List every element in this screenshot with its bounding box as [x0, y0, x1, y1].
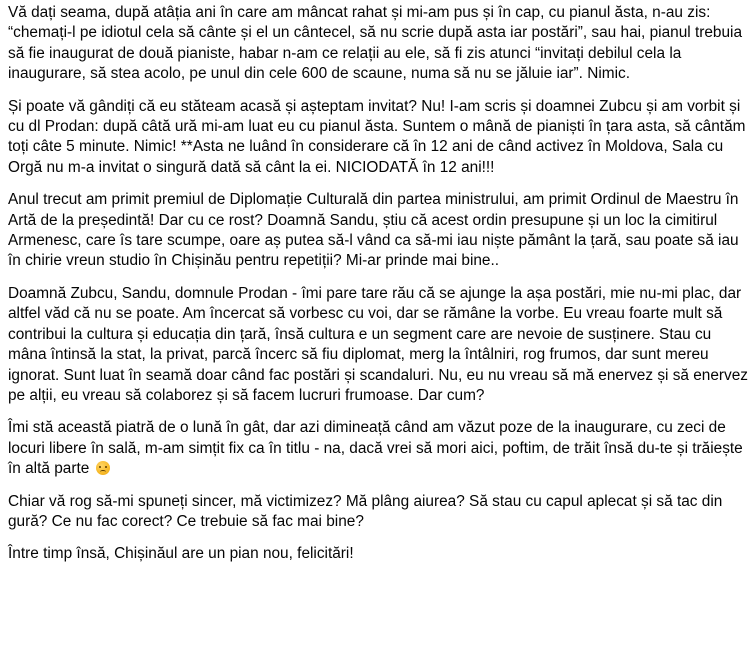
post-paragraph-5: [8, 418, 750, 479]
post-text: [8, 3, 750, 565]
post-paragraph-1: Vă dați seama, după atâția ani în care am mâncat rahat și mi-am pus și în cap, cu pianul ăsta, n-au zis: “chemați-l pe idiotul cela să cânte și el un cântecel, să nu scrie după asta iar postări”, sau hai, pianul trebuia să fie inaugurat de două pianiste, habar n-am ce relații au ele, să fi zis atunci “invitați debilul cela la inaugurare, să stea acolo, pe unul din cele 600 de scaune, numa să nu se jăluie iar”. Nimic.: [8, 4, 743, 83]
post-paragraph-2: Și poate vă gândiți că eu stăteam acasă și așteptam invitat? Nu! I-am scris și doamnei Zubcu și am vorbit și cu dl Prodan: după câtă ură mi-am luat eu cu pianul ăsta. Suntem o mână de pianiști în țara asta, să cântăm toți câte 5 minute. Nimic! **Asta ne luând în considerare că în 12 ani de când activez în Moldova, Sala cu Orgă nu m-a invitat o singură dată să cânt la ei. NICIODATĂ în 12 ani!!!: [8, 97, 746, 176]
post-paragraph-4: Doamnă Zubcu, Sandu, domnule Prodan - îmi pare tare rău că se ajunge la așa postări, mie nu-mi plac, dar altfel văd că nu se poate. Am încercat să vorbesc cu voi, dar se rămâne la vorbe. Eu vreau foarte mult să contribui la cultura și educația din țară, însă cultura e un segment care are nevoie de susținere. Stau cu mâna întinsă la stat, la privat, parcă încerc să fiu diplomat, merg la întâlniri, rog frumos, dar sunt mereu ignorat. Sunt luat în seamă doar când fac postări și scandaluri. Nu, eu nu vreau să mă enervez și să enervez pe alții, eu vreau să colaborez și să facem lucruri frumoase. Dar cum?: [8, 284, 749, 404]
sad-face-emoji-icon: [96, 461, 110, 475]
post-paragraph-5-text: Îmi stă această piatră de o lună în gât, dar azi dimineață când am văzut poze de la inaugurare, cu zeci de locuri libere în sală, m-am simțit fix ca în titlu - na, dacă vrei să mori aici, poftim, de trăit însă du-te și trăiește în altă parte: [8, 419, 743, 478]
post-paragraph-3: Anul trecut am primit premiul de Diplomație Culturală din partea ministrului, am primit Ordinul de Maestru în Artă de la președintă! Dar cu ce rost? Doamnă Sandu, știu că acest ordin presupune și un loc la cimitirul Armenesc, care îs tare scumpe, oare aș putea să-l vând ca să-mi iau niște pământ la țară, sau poate să iau în chirie vreun studio în Chișinău pentru repetiții? Mi-ar prinde mai bine..: [8, 191, 739, 270]
post-paragraph-6: Chiar vă rog să-mi spuneți sincer, mă victimizez? Mă plâng aiurea? Să stau cu capul aplecat și să tac din gură? Ce nu fac corect? Ce trebuie să fac mai bine?: [8, 492, 723, 530]
post-paragraph-7: Între timp însă, Chișinăul are un pian nou, felicitări!: [8, 545, 354, 563]
